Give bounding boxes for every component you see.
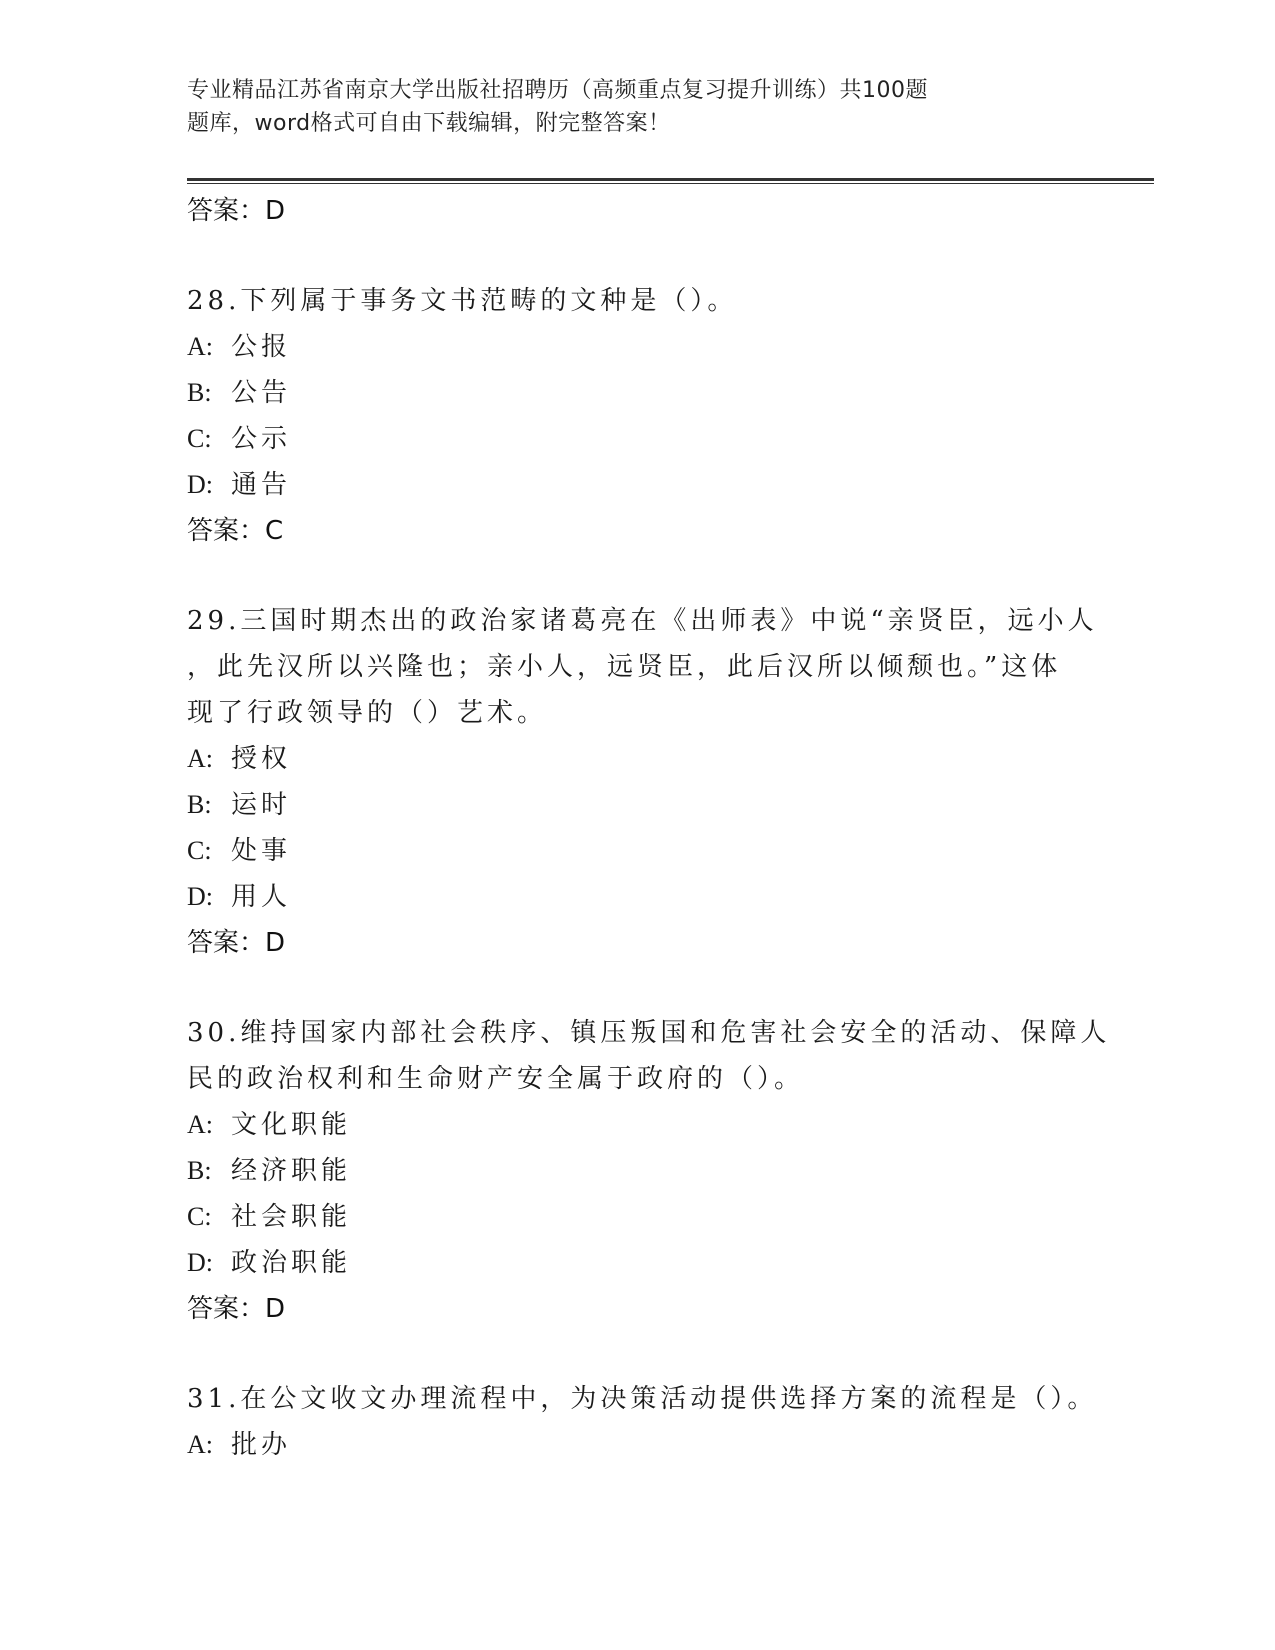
option-letter: A: (187, 1110, 213, 1139)
option-letter: D: (187, 882, 213, 911)
option-a (187, 736, 1087, 782)
option-text: 社会职能 (231, 1202, 352, 1232)
option-d (187, 1240, 1087, 1286)
option-a (187, 1422, 1087, 1468)
question-text: 现了行政领导的（）艺术。 (187, 698, 548, 728)
option-text: 政治职能 (231, 1248, 352, 1278)
option-letter: C: (187, 836, 212, 865)
question-text: 29.三国时期杰出的政治家诸葛亮在《出师表》中说“亲贤臣，远小人 (187, 606, 1098, 636)
answer-line: 答案：D (187, 196, 286, 226)
question-block (187, 278, 1087, 554)
option-c (187, 1194, 1087, 1240)
option-text: 用人 (231, 882, 292, 912)
option-a (187, 324, 1087, 370)
spacer (187, 966, 1087, 1010)
document-header (187, 74, 1027, 140)
option-letter: C: (187, 424, 212, 453)
answer-line: 答案：D (187, 1294, 286, 1324)
question-text: 31.在公文收文办理流程中，为决策活动提供选择方案的流程是（）。 (187, 1384, 1098, 1414)
option-text: 公报 (231, 332, 292, 362)
option-letter: A: (187, 744, 213, 773)
option-b (187, 370, 1087, 416)
option-letter: D: (187, 470, 213, 499)
option-text: 授权 (231, 744, 292, 774)
option-letter: B: (187, 378, 212, 407)
answer-line: 答案：C (187, 516, 284, 546)
option-a (187, 1102, 1087, 1148)
option-text: 文化职能 (231, 1110, 352, 1140)
spacer (187, 234, 1087, 278)
option-letter: D: (187, 1248, 213, 1277)
option-text: 公示 (231, 424, 292, 454)
option-b (187, 782, 1087, 828)
option-text: 公告 (231, 378, 292, 408)
header-line-2: 题库，word格式可自由下载编辑，附完整答案！ (187, 111, 671, 136)
option-d (187, 462, 1087, 508)
option-letter: C: (187, 1202, 212, 1231)
option-text: 经济职能 (231, 1156, 352, 1186)
option-letter: B: (187, 1156, 212, 1185)
question-block (187, 1376, 1098, 1468)
question-block (187, 1010, 1111, 1332)
spacer (187, 554, 1087, 598)
answer-line: 答案：D (187, 928, 286, 958)
question-block (187, 598, 1098, 966)
option-c (187, 416, 1087, 462)
header-rule-thick (187, 178, 1154, 181)
question-text: 民的政治权利和生命财产安全属于政府的（）。 (187, 1064, 805, 1094)
header-line-1: 专业精品江苏省南京大学出版社招聘历（高频重点复习提升训练）共100题 (187, 78, 928, 103)
question-text: 28.下列属于事务文书范畴的文种是（）。 (187, 286, 738, 316)
option-letter: A: (187, 332, 213, 361)
option-text: 运时 (231, 790, 292, 820)
option-text: 通告 (231, 470, 292, 500)
option-letter: B: (187, 790, 212, 819)
option-b (187, 1148, 1087, 1194)
header-rule-thin (187, 183, 1154, 184)
option-text: 批办 (231, 1430, 292, 1460)
option-c (187, 828, 1087, 874)
spacer (187, 1332, 1087, 1376)
option-text: 处事 (231, 836, 292, 866)
question-text: ，此先汉所以兴隆也；亲小人，远贤臣，此后汉所以倾颓也。”这体 (187, 652, 1062, 682)
option-letter: A: (187, 1430, 213, 1459)
option-d (187, 874, 1087, 920)
document-body (187, 188, 1111, 1468)
question-text: 30.维持国家内部社会秩序、镇压叛国和危害社会安全的活动、保障人 (187, 1018, 1111, 1048)
